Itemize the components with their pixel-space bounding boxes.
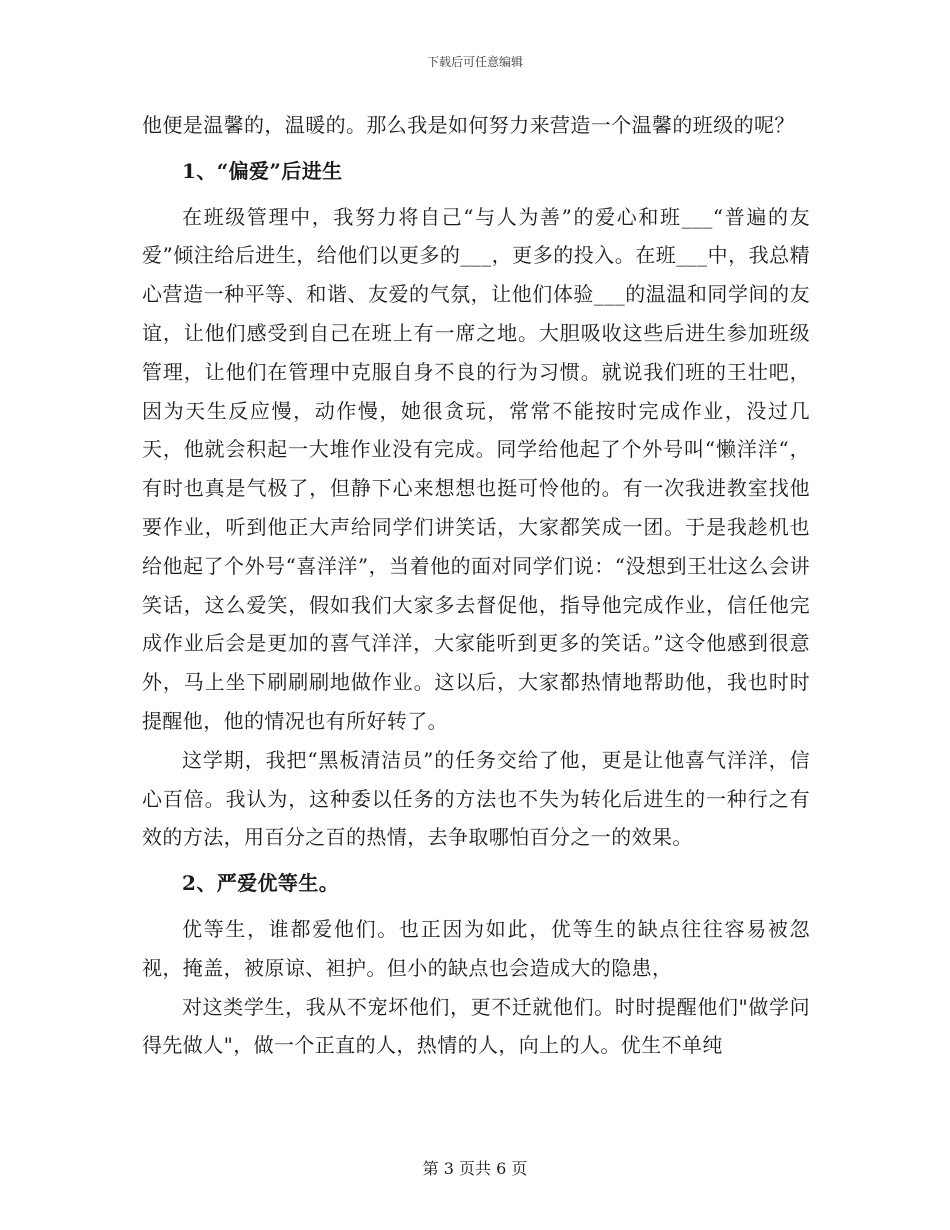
document-body [142,106,810,1065]
paragraph-4: 对这类学生，我从不宠坏他们，更不迁就他们。时时提醒他们"做学问得先做人"，做一个正直的人，热情的人，向上的人。优生不单纯 [142,994,810,1058]
paragraph-1: 在班级管理中，我努力将自己“与人为善”的爱心和班___“普遍的友爱”倾注给后进生，给他们以更多的___，更多的投入。在班___中，我总精心营造一种平等、和谐、友爱的气氛，让他们体验___的温温和同学间的友谊，让他们感受到自己在班上有一席之地。大胆吸收这些后进生参加班级管理，让他们在管理中克服自身不良的行为习惯。就说我们班的王壮吧，因为天生反应慢，动作慢，她很贪玩，常常不能按时完成作业，没过几天，他就会积起一大堆作业没有完成。同学给他起了个外号叫“懒洋洋“，有时也真是气极了，但静下心来想想也挺可怜他的。有一次我进教室找他要作业，听到他正大声给同学们讲笑话，大家都笑成一团。于是我趁机也给他起了个外号“喜洋洋”，当着他的面对同学们说：“没想到王壮这么会讲笑话，这么爱笑，假如我们大家多去督促他，指导他完成作业，信任他完成作业后会是更加的喜气洋洋，大家能听到更多的笑话。”这令他感到很意外，马上坐下刷刷刷地做作业。这以后，大家都热情地帮助他，我也时时提醒他，他的情况也有所好转了。 [142,204,810,733]
page-footer: 第 3 页共 6 页 [422,1159,528,1178]
paragraph-intro: 他便是温馨的，温暖的。那么我是如何努力来营造一个温馨的班级的呢？ [142,113,795,137]
section-heading-2: 2、严爱优等生。 [182,871,340,896]
paragraph-3: 优等生，谁都爱他们。也正因为如此，优等生的缺点往往容易被忽视，掩盖，被原谅、袒护。但小的缺点也会造成大的隐患， [142,916,810,980]
page-header: 下载后可任意编辑 [426,55,523,69]
section-heading-1: 1、“偏爱”后进生 [182,158,343,183]
paragraph-2: 这学期，我把“黑板清洁员”的任务交给了他，更是让他喜气洋洋，信心百倍。我认为，这种委以任务的方法也不失为转化后进生的一种行之有效的方法，用百分之百的热情，去争取哪怕百分之一的效果。 [142,747,810,850]
